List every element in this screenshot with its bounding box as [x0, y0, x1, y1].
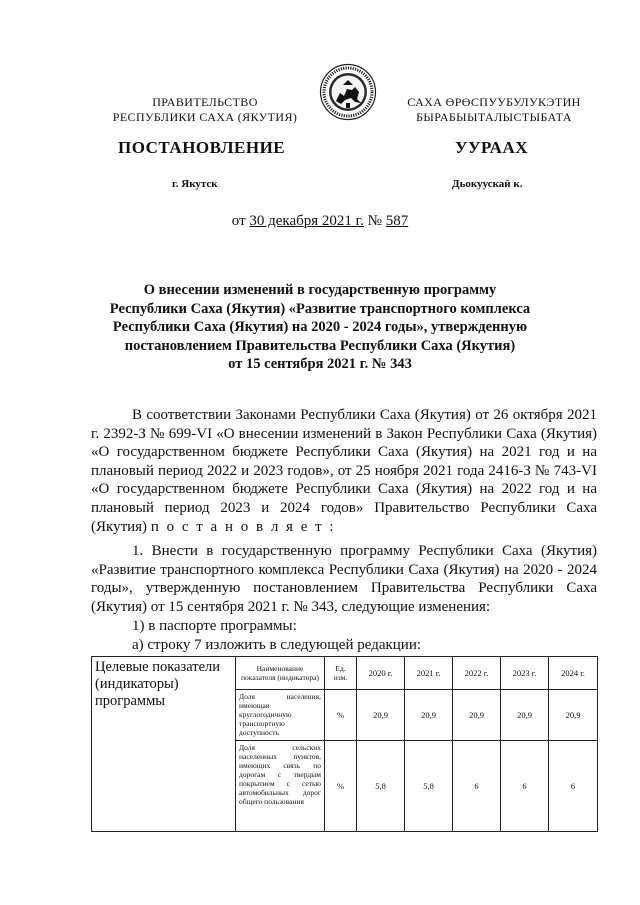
- clause-1-1-paragraph: [91, 617, 597, 636]
- resolves-word: п о с т а н о в л я е т :: [150, 518, 336, 535]
- value-2020-cell: 5,8: [357, 741, 405, 832]
- issuer-yakut-line-1: САХА ӨРӨСПУУБУЛУКЭТИН: [407, 95, 581, 109]
- subject-line-2: Республики Саха (Якутия) «Развитие транспортного комплекса: [109, 300, 531, 317]
- value-2022-cell: 20,9: [453, 690, 501, 741]
- document-number: 587: [385, 213, 409, 229]
- header-indicator-name: Наименование показателя (индикатора): [236, 657, 325, 690]
- document-date: 30 декабря 2021 г.: [249, 213, 364, 229]
- subject-line-4: постановлением Правительства Республики Саха (Якутия): [124, 337, 516, 354]
- preamble-text: В соответствии Законами Республики Саха (Якутия) от 26 октября 2021 г. 2392-З № 699-VI «О внесении изменений в Закон Республики Саха (Якутия) «О государственном бюджете Республики Саха (Якутия) на 2021 год и на плановый период 2022 и 2023 годов», от 25 ноября 2021 года 2416-З № 743-VI «О государственном бюджете Республики Саха (Якутия) на 2022 год и на плановый период 2023 и 2024 годов» Правительство Республики Саха (Якутия): [91, 407, 597, 535]
- target-indicators-table: [91, 656, 598, 832]
- row-label-cell: Целевые показатели (индикаторы) программы: [92, 657, 236, 832]
- unit-cell: %: [325, 741, 357, 832]
- issuer-yakut-line-2: БЫРАБЫЫТАЛЫСТЫБАТА: [416, 110, 572, 124]
- header-year-2024: 2024 г.: [549, 657, 598, 690]
- value-2023-cell: 6: [501, 741, 549, 832]
- document-date-number: [0, 213, 640, 230]
- value-2024-cell: 20,9: [549, 690, 598, 741]
- header-year-2020: 2020 г.: [357, 657, 405, 690]
- issuer-line-1: ПРАВИТЕЛЬСТВО: [152, 95, 258, 109]
- value-2024-cell: 6: [549, 741, 598, 832]
- header-year-2023: 2023 г.: [501, 657, 549, 690]
- unit-cell: %: [325, 690, 357, 741]
- document-type-yakut: УУРААХ: [455, 138, 528, 157]
- subject-line-1: О внесении изменений в государственную программу: [143, 282, 497, 298]
- issuer-line-2: РЕСПУБЛИКИ САХА (ЯКУТИЯ): [112, 110, 298, 124]
- city-russian: г. Якутск: [172, 178, 218, 190]
- header-year-2021: 2021 г.: [405, 657, 453, 690]
- header-year-2022: 2022 г.: [453, 657, 501, 690]
- table-header-row: [92, 657, 598, 690]
- number-sign: №: [367, 213, 382, 229]
- indicator-name-cell: Доля населения, имеющая круглогодичную транспортную доступность: [236, 690, 325, 741]
- value-2021-cell: 20,9: [405, 690, 453, 741]
- subject-line-3: Республики Саха (Якутия) на 2020 - 2024 годы», утвержденную: [112, 319, 528, 335]
- clause-1-1-a-text: а) строку 7 изложить в следующей редакции:: [132, 637, 422, 653]
- document-subject: [100, 281, 540, 374]
- clause-1-1-text: 1) в паспорте программы:: [132, 618, 297, 634]
- coat-of-arms-emblem-icon: [319, 63, 377, 121]
- value-2020-cell: 20,9: [357, 690, 405, 741]
- clause-1-paragraph: [91, 542, 597, 616]
- header-unit: Ед. изм.: [325, 657, 357, 690]
- issuer-header-russian: [110, 95, 300, 125]
- clause-1-text: 1. Внести в государственную программу Республики Саха (Якутия) «Развитие транспортного комплекса Республики Саха (Якутия) на 2020 - 2024 годы», утвержденную постановлением Правительства Республики Саха (Якутия) от 15 сентября 2021 г. № 343, следующие изменения:: [91, 543, 597, 615]
- issuer-header-yakut: [396, 95, 592, 125]
- indicator-name-cell: Доля сельских населенных пунктов, имеющих связь по дорогам с твердым покрытием с сетью автомобильных дорог общего пользования: [236, 741, 325, 832]
- date-prefix: от: [231, 213, 246, 229]
- preamble-paragraph: [91, 406, 597, 536]
- clause-1-1-a-paragraph: [91, 636, 597, 655]
- document-type-russian: ПОСТАНОВЛЕНИЕ: [118, 138, 286, 157]
- city-yakut: Дьокуускай к.: [452, 178, 523, 190]
- value-2023-cell: 20,9: [501, 690, 549, 741]
- value-2021-cell: 5,8: [405, 741, 453, 832]
- value-2022-cell: 6: [453, 741, 501, 832]
- subject-line-5: от 15 сентября 2021 г. № 343: [228, 356, 412, 372]
